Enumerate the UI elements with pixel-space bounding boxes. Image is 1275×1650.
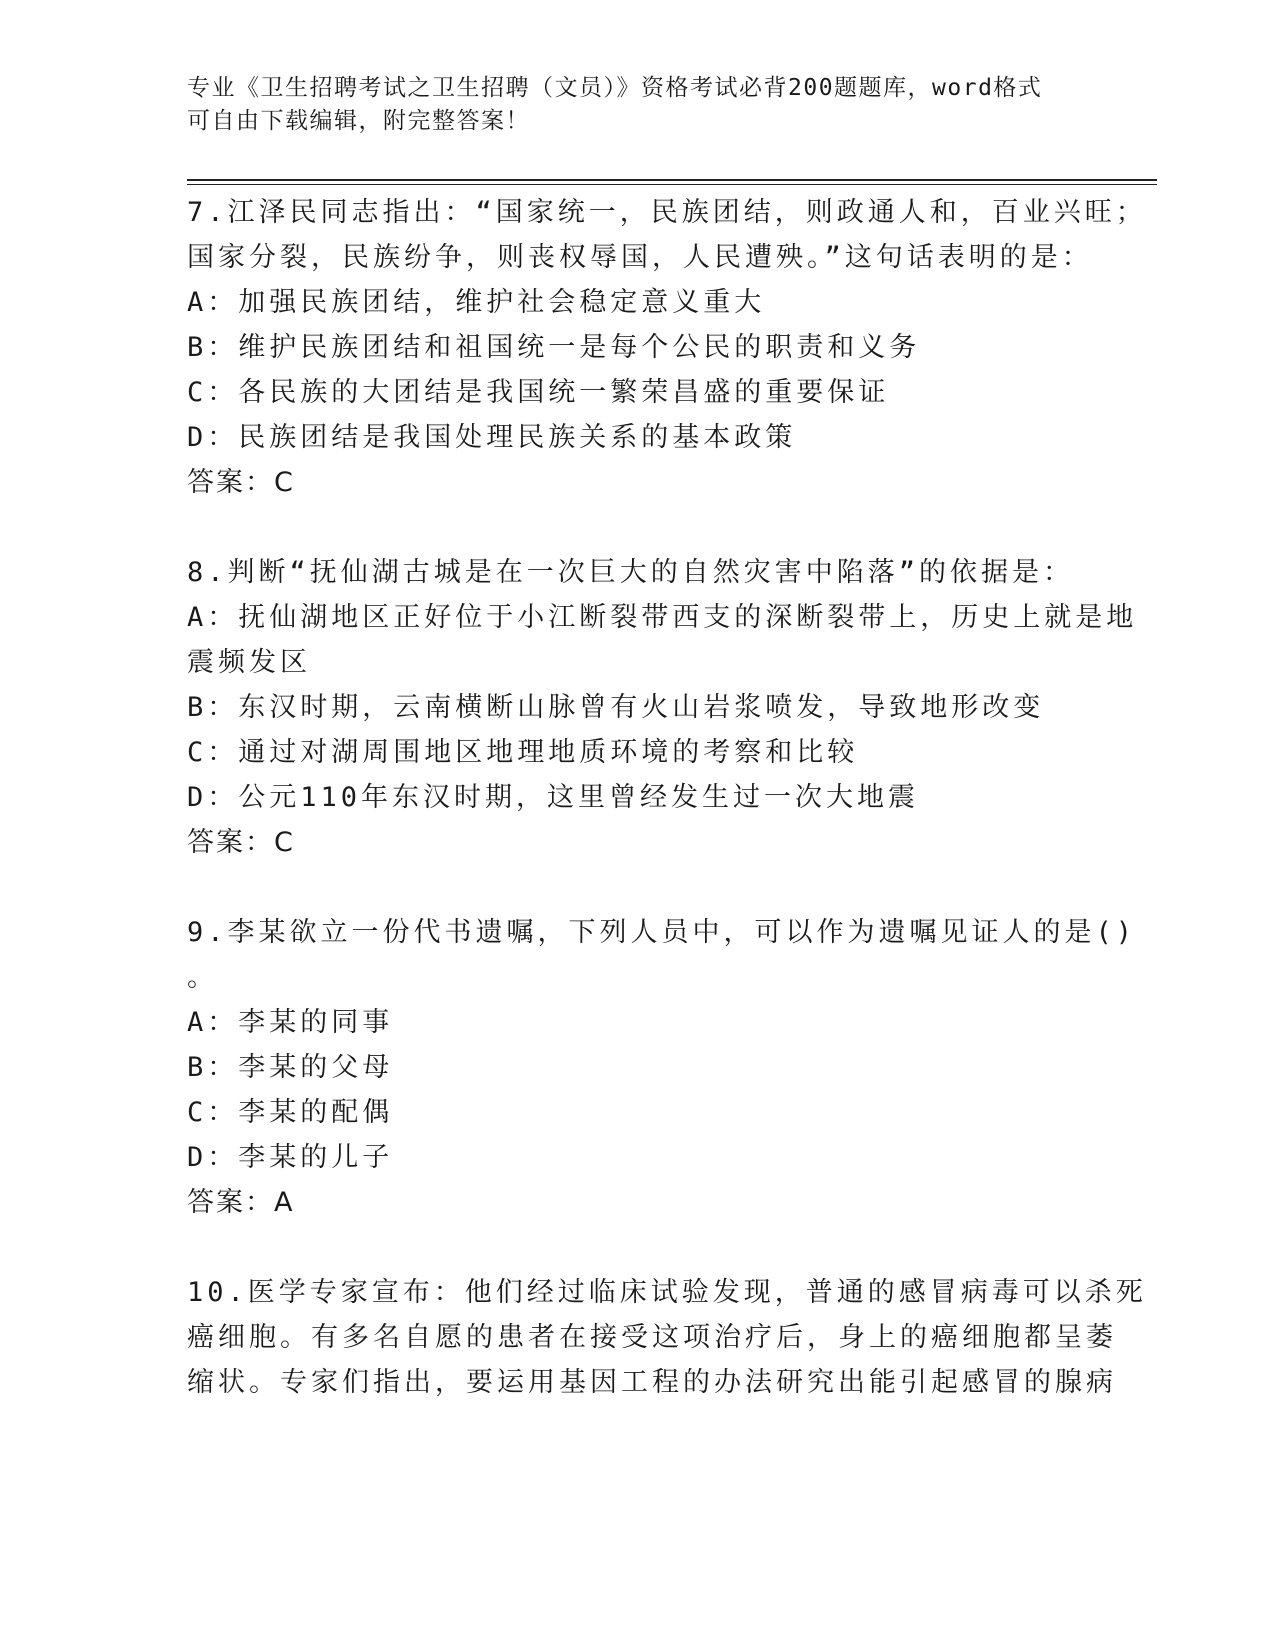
option-a-continued: 震频发区 — [187, 647, 311, 678]
question-8 — [187, 550, 1138, 865]
question-text-line: 国家分裂，民族纷争，则丧权辱国，人民遭殃。”这句话表明的是： — [187, 242, 1093, 273]
question-text-line: 缩状。专家们指出，要运用基因工程的办法研究出能引起感冒的腺病 — [187, 1367, 1117, 1398]
answer-line: 答案：A — [187, 1187, 295, 1218]
question-text-line: 10.医学专家宣布：他们经过临床试验发现，普通的感冒病毒可以杀死 — [187, 1277, 1147, 1308]
question-text-line: 8.判断“抚仙湖古城是在一次巨大的自然灾害中陷落”的依据是： — [187, 557, 1075, 588]
question-text-line: 9.李某欲立一份代书遗嘱，下列人员中，可以作为遗嘱见证人的是() — [187, 917, 1137, 948]
header-title-line-2: 可自由下载编辑，附完整答案！ — [187, 108, 530, 134]
option-d: D：民族团结是我国处理民族关系的基本政策 — [187, 422, 797, 453]
question-text-line: 7.江泽民同志指出：“国家统一，民族团结，则政通人和，百业兴旺； — [187, 197, 1147, 228]
option-b: B：维护民族团结和祖国统一是每个公民的职责和义务 — [187, 332, 921, 363]
answer-line: 答案：C — [187, 467, 295, 498]
answer-line: 答案：C — [187, 827, 295, 858]
header-divider-thin — [187, 184, 1157, 185]
option-b: B：东汉时期，云南横断山脉曾有火山岩浆喷发，导致地形改变 — [187, 692, 1045, 723]
option-b: B：李某的父母 — [187, 1052, 394, 1083]
question-7 — [187, 190, 1147, 505]
option-d: D：公元110年东汉时期，这里曾经发生过一次大地震 — [187, 782, 920, 813]
header-title-line-1: 专业《卫生招聘考试之卫生招聘（文员）》资格考试必背200题题库，word格式 — [187, 75, 1043, 101]
header-divider-thick — [187, 179, 1157, 181]
question-text-line: 。 — [187, 962, 218, 993]
option-c: C：李某的配偶 — [187, 1097, 394, 1128]
option-d: D：李某的儿子 — [187, 1142, 394, 1173]
option-a: A：李某的同事 — [187, 1007, 394, 1038]
question-10 — [187, 1270, 1147, 1405]
question-list — [187, 190, 1147, 1450]
question-9 — [187, 910, 1137, 1225]
option-c: C：各民族的大团结是我国统一繁荣昌盛的重要保证 — [187, 377, 890, 408]
option-a: A：抚仙湖地区正好位于小江断裂带西支的深断裂带上，历史上就是地 — [187, 602, 1138, 633]
option-c: C：通过对湖周围地区地理地质环境的考察和比较 — [187, 737, 859, 768]
document-header — [187, 72, 1067, 138]
option-a: A：加强民族团结，维护社会稳定意义重大 — [187, 287, 766, 318]
question-text-line: 癌细胞。有多名自愿的患者在接受这项治疗后，身上的癌细胞都呈萎 — [187, 1322, 1117, 1353]
